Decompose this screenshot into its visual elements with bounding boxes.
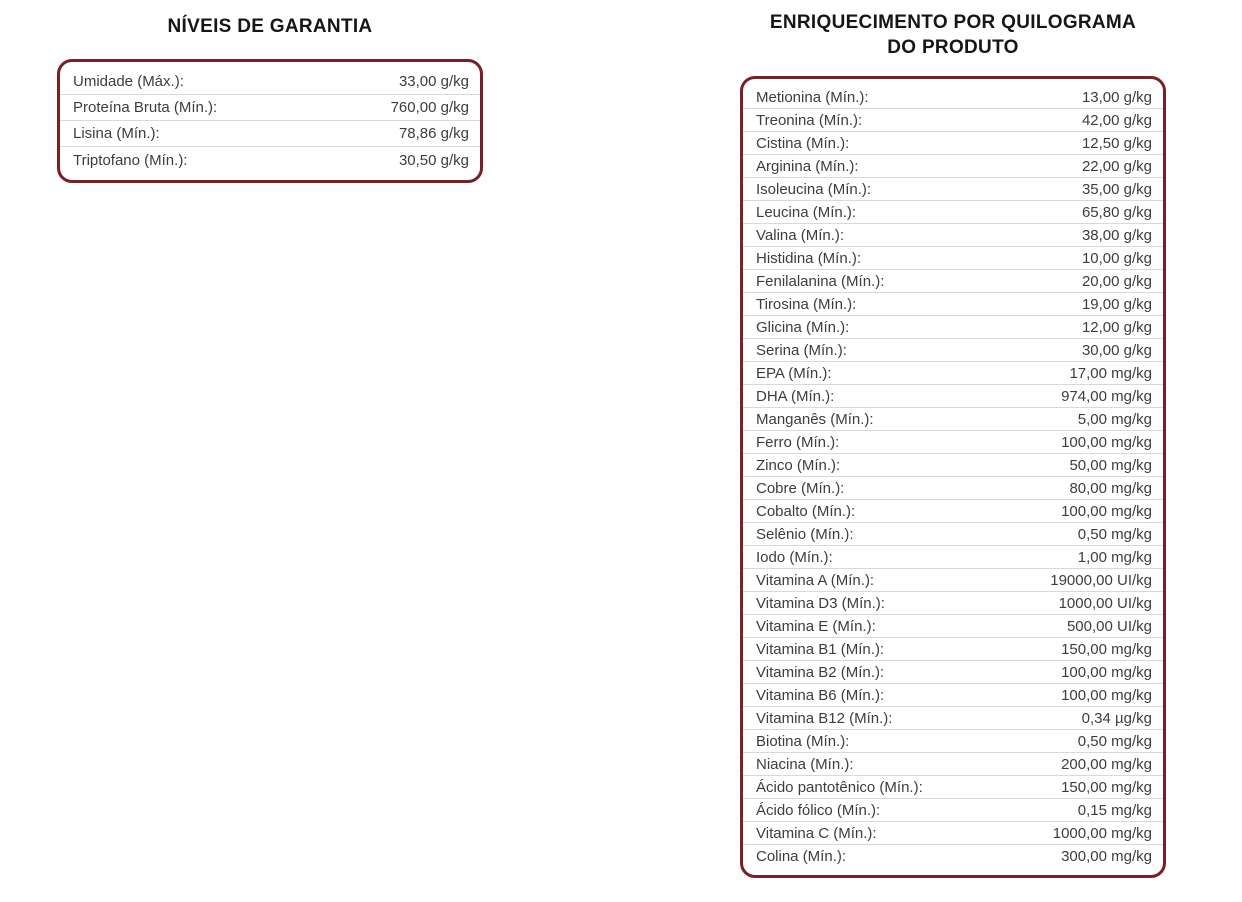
table-row — [743, 569, 1163, 592]
table-row — [743, 776, 1163, 799]
nutrient-value: 33,00 g/kg — [398, 73, 469, 90]
enrichment-title-line2: DO PRODUTO — [887, 37, 1019, 58]
table-row — [743, 730, 1163, 753]
nutrient-label: Ferro (Mín.): — [756, 433, 840, 451]
nutrient-value: 80,00 mg/kg — [1069, 479, 1152, 497]
nutrient-value: 5,00 mg/kg — [1077, 410, 1152, 428]
nutrient-value: 65,80 g/kg — [1081, 203, 1152, 221]
nutrient-label: Cobalto (Mín.): — [756, 502, 856, 520]
nutrient-label: Iodo (Mín.): — [756, 548, 833, 566]
enrichment-panel — [740, 10, 1166, 878]
table-row — [743, 799, 1163, 822]
nutrient-label: Zinco (Mín.): — [756, 456, 841, 474]
nutrient-value: 0,15 mg/kg — [1077, 801, 1152, 819]
nutrient-value: 200,00 mg/kg — [1061, 755, 1152, 773]
nutrient-label: Vitamina B12 (Mín.): — [756, 709, 893, 727]
nutrient-label: Cistina (Mín.): — [756, 134, 850, 152]
nutrient-label: Proteína Bruta (Mín.): — [73, 99, 218, 116]
table-row — [60, 147, 480, 173]
enrichment-table — [740, 76, 1166, 878]
nutrient-value: 17,00 mg/kg — [1069, 364, 1152, 382]
nutrient-label: Ácido fólico (Mín.): — [756, 801, 881, 819]
nutrient-label: Arginina (Mín.): — [756, 157, 859, 175]
table-row — [743, 546, 1163, 569]
nutrient-label: Vitamina B6 (Mín.): — [756, 686, 885, 704]
table-row — [743, 500, 1163, 523]
nutrient-value: 300,00 mg/kg — [1061, 848, 1152, 865]
nutrient-value: 760,00 g/kg — [390, 99, 469, 116]
nutrient-label: Leucina (Mín.): — [756, 203, 857, 221]
nutrient-value: 30,00 g/kg — [1081, 341, 1152, 359]
table-row — [743, 155, 1163, 178]
table-row — [60, 95, 480, 121]
nutrient-value: 78,86 g/kg — [398, 125, 469, 142]
nutrient-value: 1,00 mg/kg — [1077, 548, 1152, 566]
guarantee-levels-table — [57, 59, 483, 183]
table-row — [743, 339, 1163, 362]
table-row — [743, 109, 1163, 132]
nutrient-value: 50,00 mg/kg — [1069, 456, 1152, 474]
nutrient-label: Glicina (Mín.): — [756, 318, 850, 336]
nutrient-value: 38,00 g/kg — [1081, 226, 1152, 244]
table-row — [743, 523, 1163, 546]
nutrient-value: 35,00 g/kg — [1081, 180, 1152, 198]
nutrient-value: 13,00 g/kg — [1081, 88, 1152, 106]
nutrient-label: Vitamina E (Mín.): — [756, 617, 876, 635]
guarantee-levels-panel — [57, 14, 483, 183]
table-row — [743, 86, 1163, 109]
nutrient-value: 100,00 mg/kg — [1061, 663, 1152, 681]
table-row — [743, 201, 1163, 224]
nutrient-value: 10,00 g/kg — [1081, 249, 1152, 267]
nutrient-value: 100,00 mg/kg — [1061, 686, 1152, 704]
nutrient-label: Isoleucina (Mín.): — [756, 180, 872, 198]
enrichment-title-line1: ENRIQUECIMENTO POR QUILOGRAMA — [769, 12, 1137, 33]
nutrient-label: Ácido pantotênico (Mín.): — [756, 778, 923, 796]
table-row — [743, 431, 1163, 454]
nutrient-label: Triptofano (Mín.): — [73, 151, 188, 169]
table-row — [743, 753, 1163, 776]
nutrient-label: Tirosina (Mín.): — [756, 295, 857, 313]
table-row — [743, 707, 1163, 730]
table-row — [743, 684, 1163, 707]
nutrient-label: Histidina (Mín.): — [756, 249, 862, 267]
nutrient-label: Manganês (Mín.): — [756, 410, 874, 428]
table-row — [743, 661, 1163, 684]
nutrient-value: 1000,00 mg/kg — [1052, 824, 1152, 842]
table-row — [743, 592, 1163, 615]
nutrient-label: Vitamina B1 (Mín.): — [756, 640, 885, 658]
nutrient-value: 22,00 g/kg — [1081, 157, 1152, 175]
table-row — [743, 822, 1163, 845]
table-row — [743, 293, 1163, 316]
nutrient-value: 974,00 mg/kg — [1061, 387, 1152, 405]
nutrient-label: Lisina (Mín.): — [73, 125, 160, 142]
nutrient-label: Vitamina A (Mín.): — [756, 571, 875, 589]
table-row — [743, 454, 1163, 477]
nutrient-label: Biotina (Mín.): — [756, 732, 850, 750]
nutrient-value: 100,00 mg/kg — [1061, 433, 1152, 451]
nutrient-value: 42,00 g/kg — [1081, 111, 1152, 129]
nutrient-label: Cobre (Mín.): — [756, 479, 845, 497]
nutrient-value: 0,50 mg/kg — [1077, 732, 1152, 750]
guarantee-levels-title: NÍVEIS DE GARANTIA — [167, 16, 373, 37]
nutrient-label: DHA (Mín.): — [756, 387, 835, 405]
nutrient-value: 12,50 g/kg — [1081, 134, 1152, 152]
nutrient-label: Selênio (Mín.): — [756, 525, 854, 543]
nutrient-value: 19,00 g/kg — [1081, 295, 1152, 313]
table-row — [743, 270, 1163, 293]
nutrient-label: Treonina (Mín.): — [756, 111, 863, 129]
table-row — [60, 69, 480, 95]
nutrient-label: Vitamina C (Mín.): — [756, 824, 877, 842]
table-row — [743, 178, 1163, 201]
nutrient-label: Valina (Mín.): — [756, 226, 845, 244]
table-row — [743, 408, 1163, 431]
nutrient-value: 150,00 mg/kg — [1061, 640, 1152, 658]
nutrient-label: Serina (Mín.): — [756, 341, 847, 359]
table-row — [743, 615, 1163, 638]
nutrient-value: 0,50 mg/kg — [1077, 525, 1152, 543]
table-row — [743, 362, 1163, 385]
nutrient-label: Umidade (Máx.): — [73, 73, 184, 90]
table-row — [743, 316, 1163, 339]
table-row — [743, 638, 1163, 661]
table-row — [743, 224, 1163, 247]
table-row — [60, 121, 480, 147]
nutrient-value: 12,00 g/kg — [1081, 318, 1152, 336]
table-row — [743, 132, 1163, 155]
nutrient-value: 20,00 g/kg — [1081, 272, 1152, 290]
table-row — [743, 247, 1163, 270]
nutrient-value: 0,34 µg/kg — [1081, 709, 1152, 727]
table-row — [743, 477, 1163, 500]
nutrient-label: Niacina (Mín.): — [756, 755, 854, 773]
nutrient-value: 500,00 UI/kg — [1066, 617, 1152, 635]
nutrient-value: 150,00 mg/kg — [1061, 778, 1152, 796]
nutrient-label: Metionina (Mín.): — [756, 88, 869, 106]
nutrient-label: Fenilalanina (Mín.): — [756, 272, 885, 290]
nutrient-label: Colina (Mín.): — [756, 848, 847, 865]
nutrient-value: 100,00 mg/kg — [1061, 502, 1152, 520]
nutrient-value: 30,50 g/kg — [398, 151, 469, 169]
nutrient-label: Vitamina D3 (Mín.): — [756, 594, 885, 612]
nutrient-label: EPA (Mín.): — [756, 364, 832, 382]
nutrient-value: 1000,00 UI/kg — [1058, 594, 1152, 612]
nutrient-label: Vitamina B2 (Mín.): — [756, 663, 885, 681]
table-row — [743, 845, 1163, 868]
table-row — [743, 385, 1163, 408]
nutrient-value: 19000,00 UI/kg — [1050, 571, 1152, 589]
enrichment-title — [740, 10, 1166, 60]
